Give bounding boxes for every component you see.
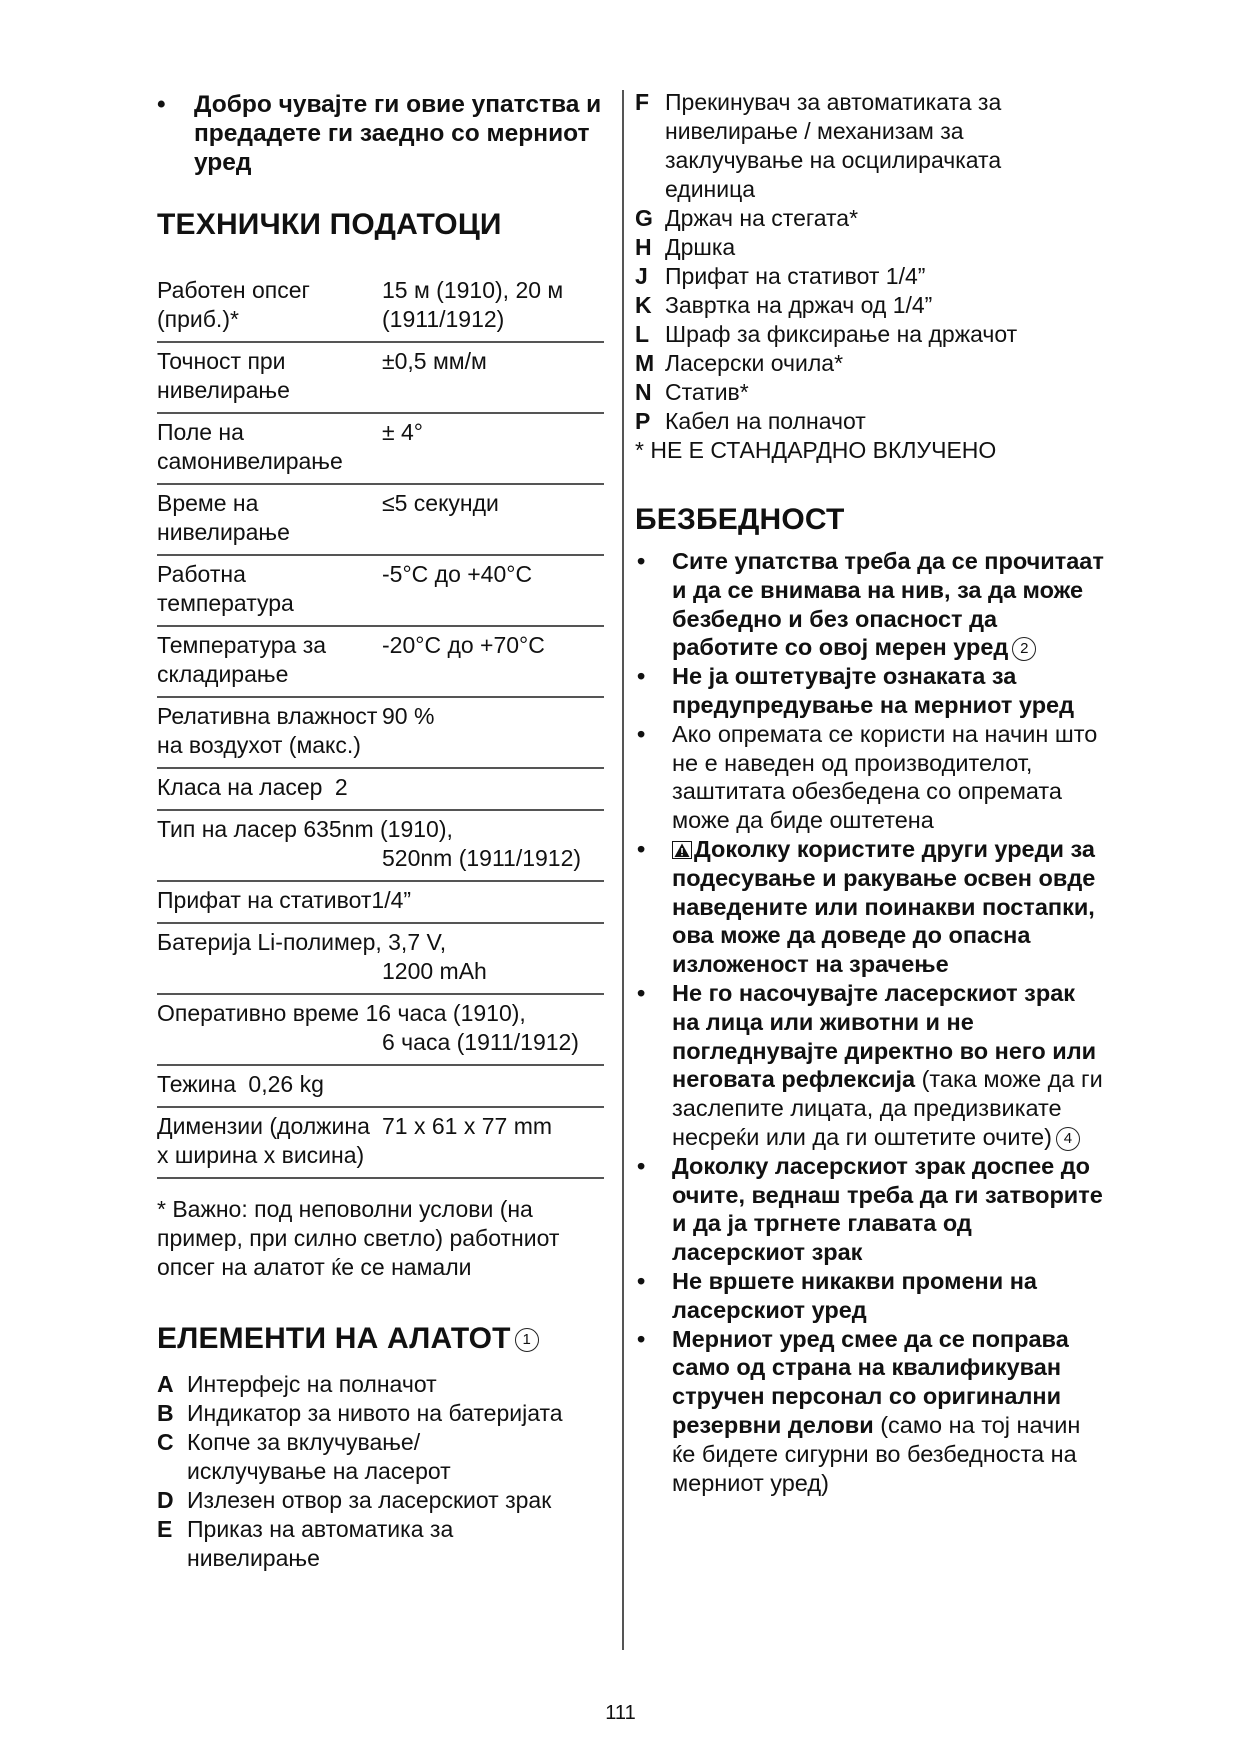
safety-bullet — [635, 547, 1105, 662]
spec-value: 90 % — [382, 703, 435, 729]
spec-label: Батерија — [157, 929, 251, 955]
spec-value: ≤5 секунди — [382, 490, 499, 516]
item-key: N — [635, 379, 652, 405]
spec-label: Тип на ласер — [157, 816, 297, 842]
list-item — [635, 88, 1105, 204]
item-key: E — [157, 1516, 173, 1542]
item-text: Приказ на автоматика за нивелирање — [187, 1516, 454, 1571]
spec-label: Тежина — [157, 1071, 237, 1097]
figure-ref-icon: 4 — [1056, 1127, 1080, 1151]
spec-row — [157, 414, 604, 485]
right-column — [635, 88, 1105, 1497]
spec-value: от1/4” — [348, 887, 412, 913]
intro-bullet: • Добро чувајте ги овие упатства и предадете ги заедно со мерниот уред — [157, 90, 607, 177]
item-text: Излезен отвор за ласерскиот зрак — [187, 1487, 552, 1513]
spec-label: Време на нивелирање — [157, 490, 290, 545]
item-key: A — [157, 1371, 174, 1397]
item-text: Држач на стегата* — [665, 205, 859, 231]
spec-row — [157, 556, 604, 627]
list-item — [157, 1428, 604, 1486]
spec-value: Li-полимер, 3,7 V, — [257, 929, 447, 955]
list-item — [635, 320, 1105, 349]
item-text: Копче за вклучување/ исклучување на ласерот — [187, 1429, 451, 1484]
range-note: * Важно: под неповолни услови (на пример, при силно светло) работниот опсег на алатот ќе се намали — [157, 1196, 560, 1280]
item-text: Индикатор за нивото на батеријата — [187, 1400, 563, 1426]
elements-list-right — [635, 88, 1105, 465]
list-item — [635, 349, 1105, 378]
bullet-text: Доколку користите други уреди за подесување и ракување освен овде наведените или поинакви постапки, ова може да доведе до опасна изложеност на зрачење — [672, 835, 1096, 978]
bullet-text: (само на тој начин ќе бидете сигурни во безбедноста на мерниот уред) — [672, 1411, 1081, 1496]
column-divider — [622, 90, 624, 1650]
spec-value: 520nm (1911/1912) — [382, 845, 582, 871]
list-item — [635, 204, 1105, 233]
elements-list-left — [157, 1370, 604, 1573]
spec-value: 6 часа (1911/1912) — [382, 1029, 579, 1055]
spec-value: 0,26 kg — [248, 1071, 324, 1097]
spec-value: ±0,5 мм/м — [382, 348, 487, 374]
item-key: K — [635, 292, 652, 318]
safety-bullet — [635, 1325, 1105, 1498]
safety-bullet: • Ако опремата се користи на начин што не е наведен од производителот, заштитата обезбедена со опремата може да биде оштетена — [635, 720, 1105, 835]
spec-table — [157, 272, 604, 1573]
item-key: M — [635, 350, 655, 376]
list-item — [635, 291, 1105, 320]
spec-label: Димензии (должина x ширина x висина) — [157, 1113, 370, 1168]
spec-row — [157, 627, 604, 698]
spec-label: Прифат на статив — [157, 887, 349, 913]
spec-row — [157, 882, 604, 924]
spec-value: -20°C до +70°C — [382, 632, 545, 658]
spec-row — [157, 995, 604, 1066]
laser-warning-icon — [672, 841, 692, 859]
item-key: B — [157, 1400, 174, 1426]
elements-heading — [157, 1322, 604, 1356]
safety-bullet — [635, 979, 1105, 1152]
bullet-text-bold: Мерниот уред смее да се поправа само од страна на квалификуван стручен персонал со оригинални резервни делови — [672, 1325, 1069, 1438]
item-key: P — [635, 408, 651, 434]
list-item — [157, 1515, 604, 1573]
spec-label: Работен опсег (приб.)* — [157, 277, 310, 332]
item-key: J — [635, 263, 648, 289]
list-item — [157, 1370, 604, 1399]
elements-heading-text: ЕЛЕМЕНТИ НА АЛАТОТ — [157, 1322, 511, 1355]
spec-value: -5°C до +40°C — [382, 561, 533, 587]
spec-row — [157, 698, 604, 769]
item-key: F — [635, 89, 650, 115]
spec-label: Температура за складирање — [157, 632, 327, 687]
bullet-text: Сите упатства треба да се прочитаат и да се внимава на нив, за да може безбедно и без опасност да работите со овој мерен уред — [672, 548, 1104, 661]
spec-row — [157, 485, 604, 556]
spec-row — [157, 811, 604, 882]
item-text: Прифат на стативот 1/4” — [665, 263, 926, 289]
bullet-text: (така може да ги заслепите лицата, да предизвикате несреќи или да ги оштетите очите) — [672, 1066, 1103, 1150]
item-key: C — [157, 1429, 174, 1455]
spec-value: 635nm (1910), — [303, 816, 453, 842]
spec-value: ± 4° — [382, 419, 424, 445]
spec-value: 16 часа (1910), — [365, 1000, 526, 1026]
safety-bullet: • Не ја оштетувајте ознаката за предупредување на мерниот уред — [635, 662, 1105, 720]
item-text: Прекинувач за автоматиката за нивелирање / механизам за заклучување на осцилирачката единица — [665, 89, 1002, 202]
list-item — [157, 1486, 604, 1515]
item-key: H — [635, 234, 652, 260]
item-key: L — [635, 321, 650, 347]
spec-value: 2 — [334, 774, 348, 800]
safety-bullet: • Не вршете никакви промени на ласерскиот уред — [635, 1267, 1105, 1325]
item-text: Статив* — [665, 379, 749, 405]
spec-row — [157, 769, 604, 811]
safety-bullet: • Доколку ласерскиот зрак доспее до очите, веднаш треба да ги затворите и да ја тргнете главата од ласерскиот зрак — [635, 1152, 1105, 1267]
item-text: Ласерски очила* — [665, 350, 844, 376]
list-item — [635, 233, 1105, 262]
item-text: Интерфејс на полначот — [187, 1371, 437, 1397]
item-text: Кабел на полначот — [665, 408, 866, 434]
safety-bullet — [635, 835, 1105, 979]
page-number: 111 — [605, 1702, 636, 1724]
spec-value: 15 м (1910), 20 м (1911/1912) — [382, 277, 564, 332]
left-column — [157, 90, 607, 242]
list-item — [635, 262, 1105, 291]
spec-label: Точност при нивелирање — [157, 348, 290, 403]
item-key: G — [635, 205, 653, 231]
spec-row — [157, 343, 604, 414]
spec-label: Оперативно време — [157, 1000, 360, 1026]
bullet-text-bold: Не го насочувајте ласерскиот зрак на лица или животни и не погледнувајте директно во него или неговата рефлексија — [672, 979, 1097, 1093]
list-item — [635, 378, 1105, 407]
spec-label: Релативна влажност на воздухот (макс.) — [157, 703, 378, 758]
item-text: Завртка на држач од 1/4” — [665, 292, 933, 318]
spec-value: 71 x 61 x 77 mm — [382, 1113, 553, 1139]
spec-label: Поле на самонивелирање — [157, 419, 343, 474]
spec-row — [157, 272, 604, 343]
item-text: Дршка — [665, 234, 736, 260]
tech-heading: ТЕХНИЧКИ ПОДАТОЦИ — [157, 208, 502, 241]
item-text: Шраф за фиксирање на држачот — [665, 321, 1018, 347]
figure-ref-icon: 2 — [1012, 637, 1036, 661]
spec-label: Класа на ласер — [157, 774, 323, 800]
spec-row — [157, 1066, 604, 1108]
list-item — [635, 407, 1105, 436]
list-item — [157, 1399, 604, 1428]
spec-row — [157, 1108, 604, 1179]
safety-heading: БЕЗБЕДНОСТ — [635, 503, 845, 536]
spec-label: Работна температура — [157, 561, 294, 616]
spec-row — [157, 924, 604, 995]
spec-value: 1200 mAh — [382, 958, 487, 984]
item-key: D — [157, 1487, 174, 1513]
elements-footnote: * НЕ Е СТАНДАРДНО ВКЛУЧЕНО — [635, 437, 997, 463]
figure-ref-icon: 1 — [515, 1328, 539, 1352]
